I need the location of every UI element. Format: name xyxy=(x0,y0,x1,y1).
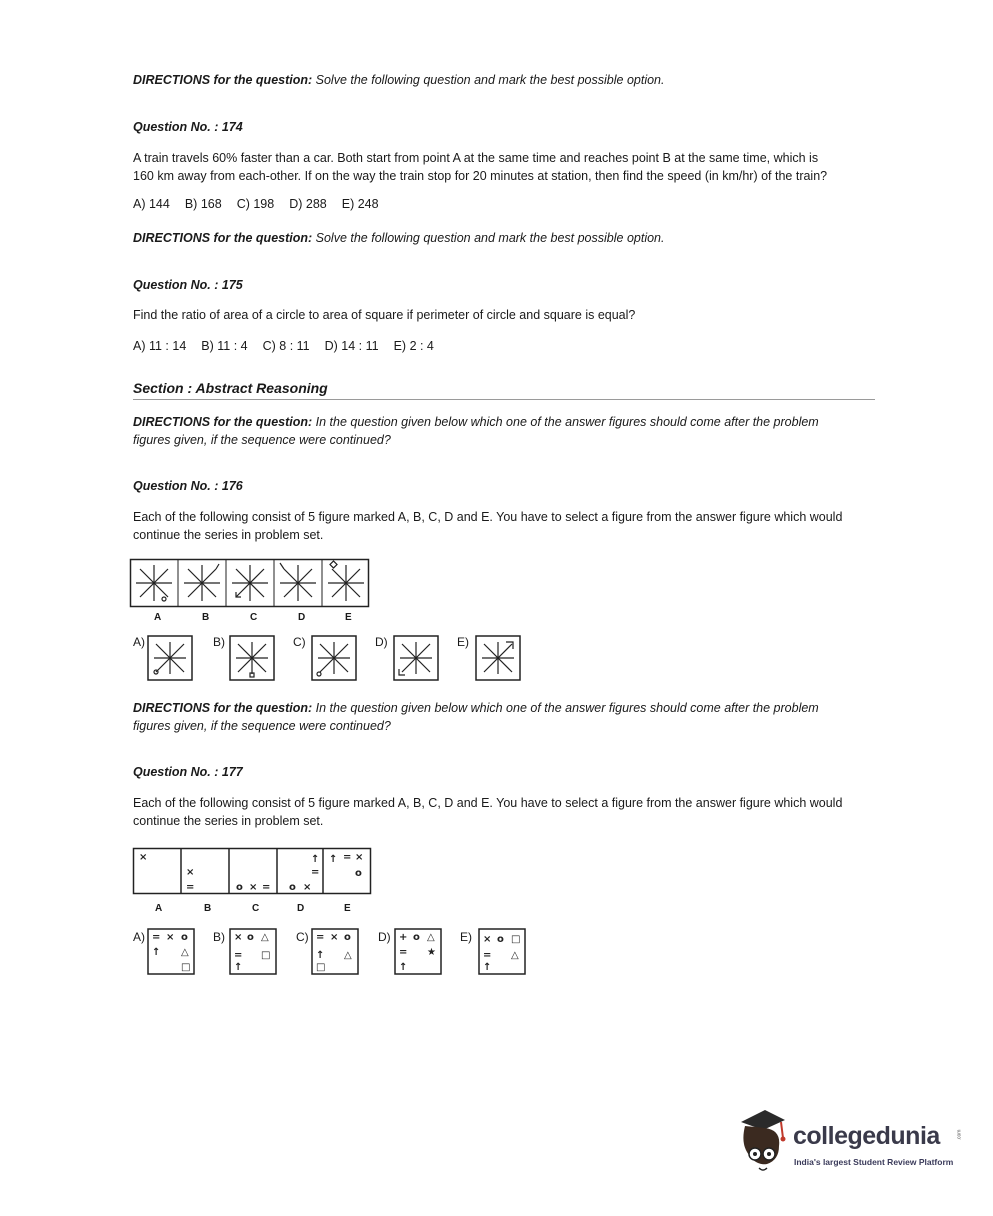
svg-text:×: × xyxy=(166,932,175,943)
directions-176: DIRECTIONS for the question: In the question given below which one of the answer figures should come after the problem figures given, if the sequence were continued? xyxy=(133,415,819,447)
svg-text:=: = xyxy=(399,947,408,958)
svg-text:△: △ xyxy=(344,950,352,961)
cross-symbol: × xyxy=(186,867,195,878)
up-arrow-symbol: ↑ xyxy=(311,854,320,865)
problem-figures-177 xyxy=(133,848,378,898)
svg-text:+: + xyxy=(399,932,408,943)
question-text-177: Each of the following consist of 5 figure marked A, B, C, D and E. You have to select a figure from the answer figure which would continue the series in problem set. xyxy=(133,796,843,828)
option: B) 11 : 4 xyxy=(201,339,248,353)
answer-label: D) xyxy=(378,930,391,944)
answer-figure-d xyxy=(394,636,438,680)
problem-label: B xyxy=(204,903,212,914)
logo-dotcom: .com xyxy=(956,1129,963,1141)
svg-text:=: = xyxy=(152,932,161,943)
directions-175: DIRECTIONS for the question: Solve the following question and mark the best possible option. xyxy=(133,231,665,245)
svg-text:□: □ xyxy=(511,934,521,945)
problem-label: B xyxy=(202,612,210,623)
problem-label: C xyxy=(250,612,258,623)
cross-symbol: × xyxy=(249,882,258,893)
option: E) 248 xyxy=(341,197,379,211)
directions-174: DIRECTIONS for the question: Solve the following question and mark the best possible option. xyxy=(133,73,665,87)
answer-label: C) xyxy=(296,930,309,944)
options-174 xyxy=(133,195,394,213)
svg-text:△: △ xyxy=(511,950,519,961)
question-text-175: Find the ratio of area of a circle to area of square if perimeter of circle and square is equal? xyxy=(133,308,636,322)
equals-symbol: = xyxy=(186,882,195,893)
answer-figure-c xyxy=(312,636,356,680)
svg-text:×: × xyxy=(234,932,243,943)
cross-symbol: × xyxy=(139,852,148,863)
directions-177: DIRECTIONS for the question: In the question given below which one of the answer figures should come after the problem figures given, if the sequence were continued? xyxy=(133,701,819,733)
svg-text:□: □ xyxy=(316,962,326,973)
problem-label: E xyxy=(344,903,351,914)
svg-text:△: △ xyxy=(181,947,189,958)
svg-text:×: × xyxy=(483,934,492,945)
circle-symbol: o xyxy=(289,882,296,893)
svg-text:=: = xyxy=(234,950,243,961)
answer-label: E) xyxy=(457,635,469,649)
cross-symbol: × xyxy=(303,882,312,893)
star-figure-b xyxy=(184,564,220,601)
answer-label: A) xyxy=(133,930,145,944)
question-number-174: Question No. : 174 xyxy=(133,120,243,134)
svg-text:↑: ↑ xyxy=(483,962,492,973)
up-arrow-symbol: ↑ xyxy=(329,854,338,865)
star-figure-a xyxy=(136,565,172,601)
answer-figures-176 xyxy=(148,636,548,684)
svg-text:★: ★ xyxy=(427,947,436,958)
answer-label: A) xyxy=(133,635,145,649)
answer-figures-177 xyxy=(148,929,538,977)
equals-symbol: = xyxy=(311,867,320,878)
problem-label: C xyxy=(252,903,260,914)
answer-label: E) xyxy=(460,930,472,944)
svg-text:□: □ xyxy=(181,962,191,973)
logo-tagline: India's largest Student Review Platform xyxy=(794,1157,954,1167)
question-number-176: Question No. : 176 xyxy=(133,479,243,493)
svg-text:↑: ↑ xyxy=(399,962,408,973)
answer-label: D) xyxy=(375,635,388,649)
answer-figure-b xyxy=(230,636,274,680)
section-divider xyxy=(133,399,875,400)
question-number-175: Question No. : 175 xyxy=(133,278,243,292)
answer-label: B) xyxy=(213,930,225,944)
problem-label: E xyxy=(345,612,352,623)
option: D) 14 : 11 xyxy=(324,339,379,353)
circle-symbol: o xyxy=(355,868,362,879)
answer-label: B) xyxy=(213,635,225,649)
logo-wordmark: collegedunia xyxy=(793,1122,940,1150)
option: B) 168 xyxy=(184,197,222,211)
svg-text:o: o xyxy=(413,932,420,943)
svg-text:o: o xyxy=(497,934,504,945)
option: D) 288 xyxy=(289,197,327,211)
svg-text:o: o xyxy=(344,932,351,943)
section-title: Section : Abstract Reasoning xyxy=(133,380,328,396)
answer-figure-a xyxy=(148,636,192,680)
equals-symbol: = xyxy=(262,882,271,893)
problem-label: D xyxy=(298,612,306,623)
problem-label: A xyxy=(154,612,162,623)
cross-symbol: × xyxy=(355,852,364,863)
equals-symbol: = xyxy=(343,852,352,863)
svg-text:□: □ xyxy=(261,950,271,961)
problem-label: A xyxy=(155,903,163,914)
question-text-174: A train travels 60% faster than a car. Both start from point A at the same time and reaches point B at the same time, which is 160 km away from each-other. If on the way the train stop for 20 minutes at station, then find the speed (in km/hr) of the train? xyxy=(133,151,828,183)
svg-text:△: △ xyxy=(427,932,435,943)
problem-figures-176 xyxy=(130,559,370,609)
svg-text:↑: ↑ xyxy=(234,962,243,973)
star-figure-c xyxy=(232,565,268,601)
option: A) 11 : 14 xyxy=(133,339,187,353)
option: C) 198 xyxy=(236,197,275,211)
answer-label: C) xyxy=(293,635,306,649)
options-175 xyxy=(133,337,449,355)
svg-text:×: × xyxy=(330,932,339,943)
svg-text:↑: ↑ xyxy=(316,950,325,961)
svg-text:o: o xyxy=(181,932,188,943)
option: C) 8 : 11 xyxy=(262,339,310,353)
star-figure-e xyxy=(328,561,364,601)
svg-text:↑: ↑ xyxy=(152,947,161,958)
problem-label: D xyxy=(297,903,305,914)
collegedunia-mascot-icon xyxy=(735,1108,793,1180)
option: E) 2 : 4 xyxy=(393,339,434,353)
svg-text:=: = xyxy=(483,950,492,961)
question-text-176: Each of the following consist of 5 figure marked A, B, C, D and E. You have to select a figure from the answer figure which would continue the series in problem set. xyxy=(133,510,843,542)
answer-figure-e xyxy=(476,636,520,680)
circle-symbol: o xyxy=(236,882,243,893)
option: A) 144 xyxy=(133,197,170,211)
star-figure-d xyxy=(280,563,316,601)
svg-text:△: △ xyxy=(261,932,269,943)
question-number-177: Question No. : 177 xyxy=(133,765,243,779)
svg-text:o: o xyxy=(247,932,254,943)
svg-text:=: = xyxy=(316,932,325,943)
